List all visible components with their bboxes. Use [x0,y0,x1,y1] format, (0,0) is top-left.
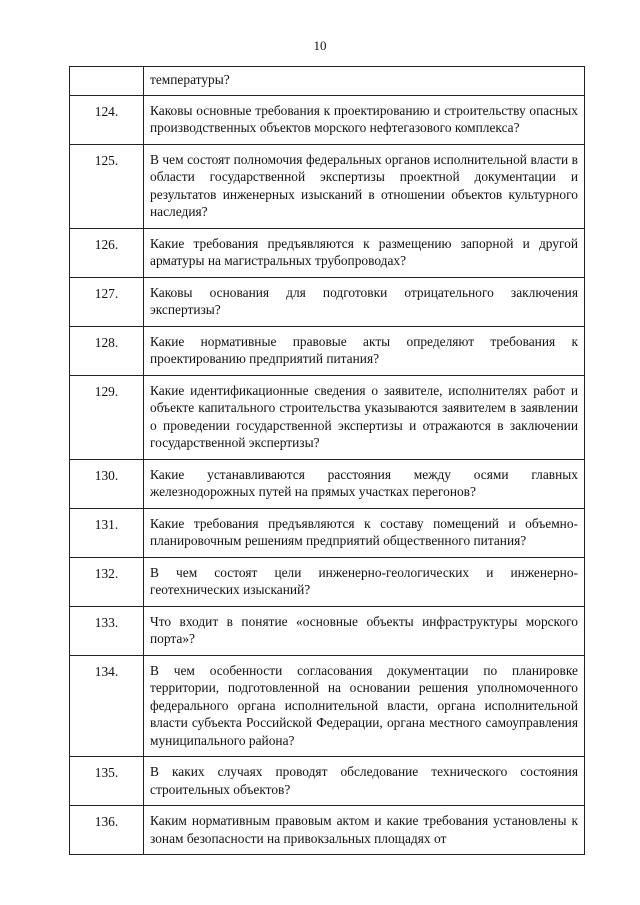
table-row [70,655,585,757]
question-text: Какие идентификационные сведения о заявителе, исполнителях работ и объекте капитального строительства указываются заявителем в заявлении о проведении государственной экспертизы и отражаются в заключении государственной экспертизы? [144,375,585,459]
question-text: Что входит в понятие «основные объекты инфраструктуры морского порта»? [144,606,585,655]
question-text: Каковы основания для подготовки отрицательного заключения экспертизы? [144,277,585,326]
question-text: В чем состоят полномочия федеральных органов исполнительной власти в области государственной экспертизы проектной документации и результатов инженерных изысканий в отношении объектов культурного наследия? [144,144,585,228]
table-row [70,144,585,228]
table-row [70,459,585,508]
question-text: Какие требования предъявляются к составу помещений и объемно-планировочным решениям предприятий общественного питания? [144,508,585,557]
table-row [70,557,585,606]
question-number: 134. [70,655,144,757]
question-text: Каким нормативным правовым актом и какие требования установлены к зонам безопасности на привокзальных площадях от [144,806,585,855]
question-number: 127. [70,277,144,326]
question-number: 126. [70,228,144,277]
page-number: 10 [313,38,327,53]
question-text: В каких случаях проводят обследование технического состояния строительных объектов? [144,757,585,806]
questions-table [69,66,585,855]
question-text: В чем особенности согласования документации по планировке территории, подготовленной на основании решения уполномоченного федерального органа исполнительной власти, органа исполнительной власти субъекта Российской Федерации, органа местного самоуправления муниципального района? [144,655,585,757]
table-row [70,95,585,144]
question-number: 124. [70,95,144,144]
question-number: 133. [70,606,144,655]
question-number [70,67,144,96]
question-text: Каковы основные требования к проектированию и строительству опасных производственных объектов морского нефтегазового комплекса? [144,95,585,144]
table-row [70,277,585,326]
table-row [70,606,585,655]
question-number: 125. [70,144,144,228]
question-text: Какие требования предъявляются к размещению запорной и другой арматуры на магистральных трубопроводах? [144,228,585,277]
question-number: 130. [70,459,144,508]
question-text: Какие нормативные правовые акты определяют требования к проектированию предприятий питания? [144,326,585,375]
question-number: 135. [70,757,144,806]
table-row [70,67,585,96]
question-text: температуры? [144,67,585,96]
question-number: 136. [70,806,144,855]
table-row [70,375,585,459]
question-number: 131. [70,508,144,557]
table-row [70,508,585,557]
table-row [70,228,585,277]
question-text: В чем состоят цели инженерно-геологических и инженерно-геотехнических изысканий? [144,557,585,606]
question-text: Какие устанавливаются расстояния между осями главных железнодорожных путей на прямых участках перегонов? [144,459,585,508]
question-number: 128. [70,326,144,375]
table-row [70,806,585,855]
table-row [70,326,585,375]
question-number: 129. [70,375,144,459]
table-row [70,757,585,806]
question-number: 132. [70,557,144,606]
